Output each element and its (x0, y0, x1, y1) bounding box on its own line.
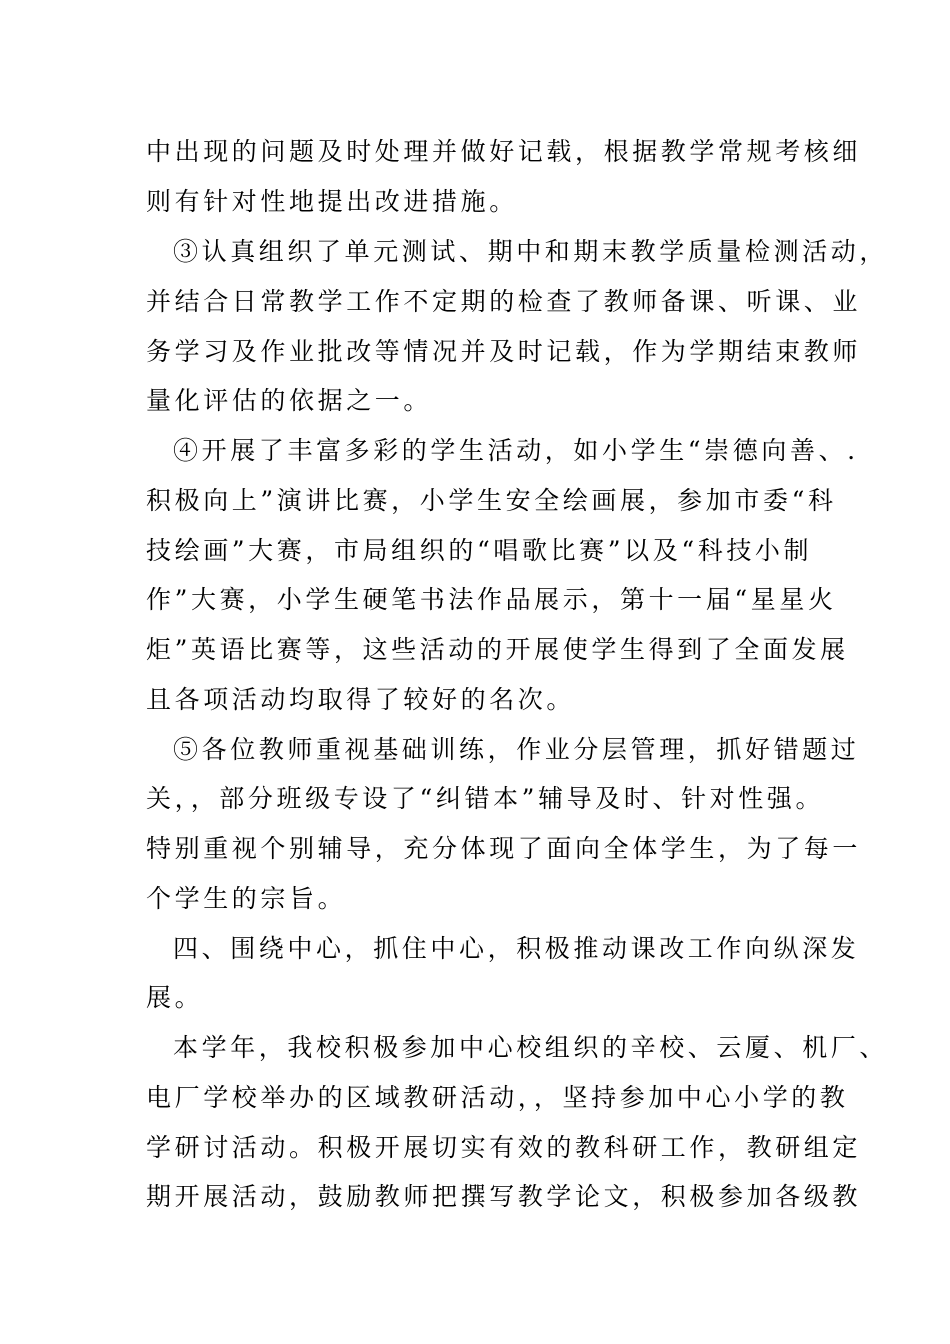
text-line: 个学生的宗旨。 (146, 884, 347, 913)
text-line: 技绘画”大赛，市局组织的“唱歌比赛”以及“科技小制 (146, 536, 813, 565)
text-line: 期开展活动，鼓励教师把撰写教学论文，积极参加各级教 (146, 1182, 862, 1211)
text-line: 展。 (146, 983, 204, 1012)
text-line: 中出现的问题及时处理并做好记载，根据教学常规考核细 (146, 137, 862, 166)
text-line: 则有针对性地提出改进措施。 (146, 187, 518, 216)
text-line: 特别重视个别辅导，充分体现了面向全体学生，为了每一 (146, 834, 862, 863)
text-line: 电厂学校举办的区域教研活动，，坚持参加中心小学的教 (146, 1083, 849, 1112)
text-line: ⑤各位教师重视基础训练，作业分层管理，抓好错题过 (173, 735, 860, 764)
text-line: 学研讨活动。积极开展切实有效的教科研工作，教研组定 (146, 1133, 862, 1162)
text-line: 关，，部分班级专设了“纠错本”辅导及时、针对性强。 (146, 784, 825, 813)
text-line: 四、围绕中心，抓住中心，积极推动课改工作向纵深发 (173, 934, 860, 963)
text-line: 量化评估的依据之一。 (146, 386, 433, 415)
text-line: 务学习及作业批改等情况并及时记载，作为学期结束教师 (146, 337, 862, 366)
text-line: 炬”英语比赛等，这些活动的开展使学生得到了全面发展 (146, 635, 849, 664)
text-line: 且各项活动均取得了较好的名次。 (146, 685, 576, 714)
text-line: 作”大赛，小学生硬笔书法作品展示，第十一届“星星火 (146, 585, 837, 614)
text-line: 积极向上”演讲比赛，小学生安全绘画展，参加市委“科 (146, 486, 837, 515)
text-line: 本学年，我校积极参加中心校组织的辛校、云厦、机厂、 (173, 1033, 889, 1062)
text-line: 并结合日常教学工作不定期的检查了教师备课、听课、业 (146, 287, 862, 316)
text-line: ④开展了丰富多彩的学生活动，如小学生“崇德向善、. (173, 436, 859, 465)
text-line: ③认真组织了单元测试、期中和期末教学质量检测活动， (173, 237, 889, 266)
